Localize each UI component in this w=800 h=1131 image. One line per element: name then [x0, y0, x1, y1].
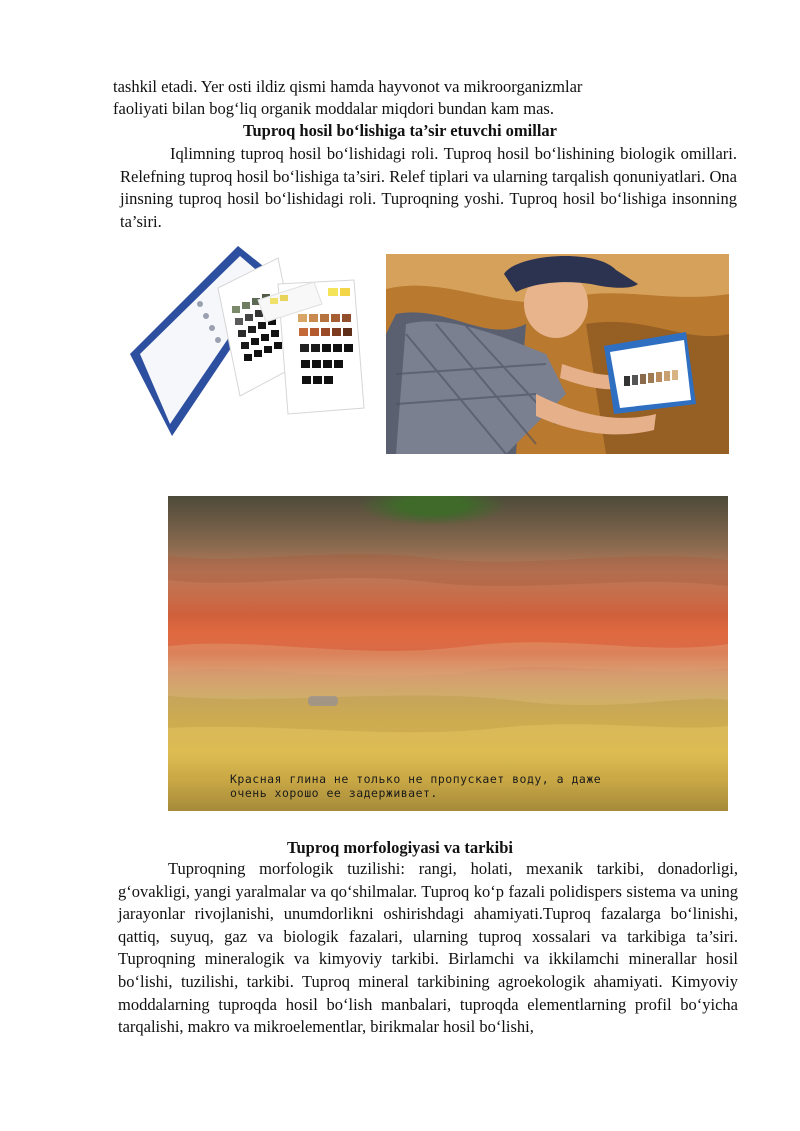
person-with-chart-icon: [386, 254, 729, 454]
soil-profile-photo: [168, 496, 728, 811]
body-text-line: tashkil etadi. Yer osti ildiz qismi hamda hayvonot va mikroorganizmlar: [113, 77, 583, 96]
photo-caption-line: Красная глина не только не пропускает воду, а даже: [230, 772, 602, 786]
soil-color-field-photo: [386, 254, 729, 454]
photo-caption-line: очень хорошо ее задерживает.: [230, 786, 438, 800]
soil-color-chart-illustration: [128, 244, 368, 440]
section-heading: Tuproq hosil bo‘lishiga ta’sir etuvchi omillar: [242, 121, 557, 140]
body-text-line: faoliyati bilan bog‘liq organik moddalar miqdori bundan kam mas.: [113, 99, 554, 118]
section-heading: Tuproq morfologiyasi va tarkibi: [287, 838, 513, 857]
section-paragraph: Iqlimning tuproq hosil bo‘lishidagi roli. Tuproq hosil bo‘lishining biologik omillari. Relefning tuproq hosil bo‘lishiga ta’siri. Relef tiplari va ularning tarqalish qonuniyatlari. Ona jinsning tuproq hosil bo‘lishidagi roli. Tuproqning yoshi. Tuproq hosil bo‘lishiga insonning ta’siri.: [120, 144, 737, 231]
soil-layers-texture-icon: [168, 496, 728, 811]
color-chart-binder-icon: [128, 244, 368, 440]
section-paragraph: Tuproqning morfologik tuzilishi: rangi, holati, mexanik tarkibi, donadorligi, g‘ovakligi, yangi yaralmalar va qo‘shilmalar. Tuproq ko‘p fazali polidispers sistema va uning jarayonlar rivojlanishi, unumdorlikni oshirishdagi ahamiyati.Tuproq fazalarga bo‘linishi, qattiq, suyuq, gaz va biologik fazalari, ularning tuproq xossalari va tarkibiga ta’siri. Tuproqning mineralogik va kimyoviy tarkibi. Birlamchi va ikkilamchi minerallar hosil bo‘lishi, tuzilishi, tarkibi. Tuproq mineral tarkibining agroekologik ahamiyati. Kimyoviy moddalarning tuproqda hosil bo‘lish manbalari, tuproqda elementlarning profil bo‘yicha tarqalishi, makro va mikroelementlar, birikmalar hosil bo‘lishi,: [118, 859, 738, 1037]
